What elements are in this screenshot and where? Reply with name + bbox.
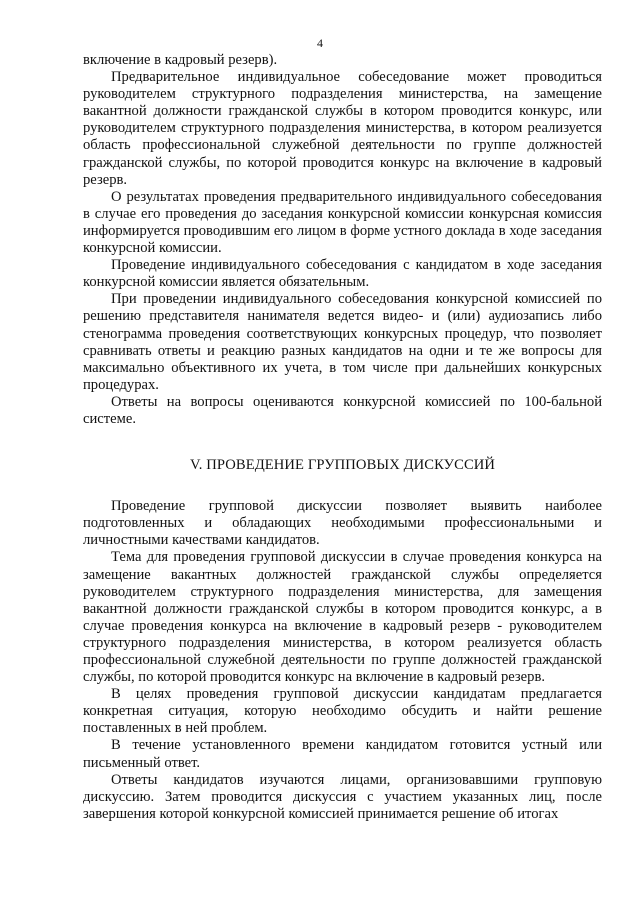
section-heading: V. ПРОВЕДЕНИЕ ГРУППОВЫХ ДИСКУССИЙ bbox=[189, 457, 496, 474]
paragraph-discussion-situation: В целях проведения групповой дискуссии кандидатам предлагается конкретная ситуация, которую необходимо обсудить и найти решение поставленных в ней проблем. bbox=[83, 686, 602, 737]
paragraph-interview-mandatory: Проведение индивидуального собеседования с кандидатом в ходе заседания конкурсной комиссии является обязательным. bbox=[83, 257, 602, 291]
page-content bbox=[83, 52, 602, 823]
paragraph-recording: При проведении индивидуального собеседования конкурсной комиссией по решению представителя нанимателя ведется видео- и (или) аудиозапись либо стенограмма проведения соответствующих конкурсных процедур, что позволяет сравнивать ответы и реакцию разных кандидатов на одни и те же вопросы для максимально объективного их учета, в том числе при дальнейших конкурсных процедурах. bbox=[83, 291, 602, 393]
paragraph-group-discussion-purpose: Проведение групповой дискуссии позволяет выявить наиболее подготовленных и обладающих необходимыми профессиональными и личностными качествами кандидатов. bbox=[83, 498, 602, 549]
page-number: 4 bbox=[317, 36, 323, 50]
paragraph-continuation: включение в кадровый резерв). bbox=[83, 52, 278, 68]
paragraph-discussion-topic: Тема для проведения групповой дискуссии в случае проведения конкурса на замещение вакантных должностей гражданской службы определяется руководителем структурного подразделения министерства, для замещения вакантной должности гражданской службы в котором проводится конкурс, а в случае проведения конкурса на включение в кадровый резерв - руководителем структурного подразделения министерства, в котором реализуется область профессиональной служебной деятельности по группе должностей гражданской службы, по которой проводится конкурс на включение в кадровый резерв. bbox=[83, 549, 602, 686]
paragraph-answer-review: Ответы кандидатов изучаются лицами, организовавшими групповую дискуссию. Затем проводится дискуссия с участием указанных лиц, после завершения которой конкурсной комиссией принимается решение об итогах bbox=[83, 771, 602, 822]
paragraph-interview-results: О результатах проведения предварительного индивидуального собеседования в случае его проведения до заседания конкурсной комиссии конкурсная комиссия информируется проводившим его лицом в форме устного доклада в ходе заседания конкурсной комиссии. bbox=[83, 188, 602, 257]
paragraph-preliminary-interview: Предварительное индивидуальное собеседование может проводиться руководителем структурного подразделения министерства, на замещение вакантной должности гражданской службы в котором проводится конкурс, или руководителем структурного подразделения министерства, в котором реализуется область профессиональной служебной деятельности по группе должностей гражданской службы, по которой проводится конкурс на включение в кадровый резерв. bbox=[83, 69, 602, 188]
paragraph-scoring: Ответы на вопросы оцениваются конкурсной комиссией по 100-бальной системе. bbox=[83, 393, 602, 427]
paragraph-answer-preparation: В течение установленного времени кандидатом готовится устный или письменный ответ. bbox=[83, 737, 602, 771]
